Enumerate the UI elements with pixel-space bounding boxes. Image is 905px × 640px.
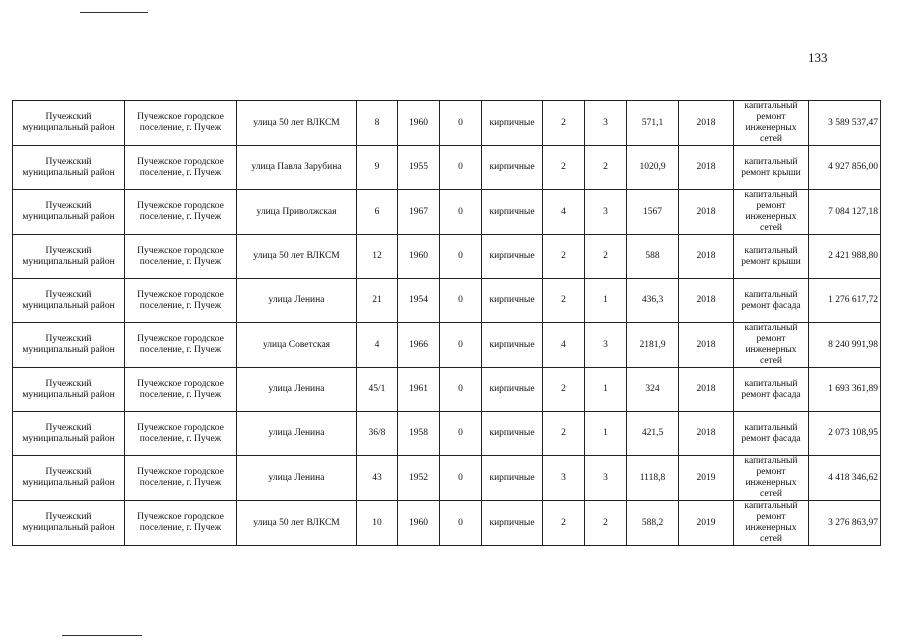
area-cell: 436,3 (627, 279, 679, 323)
house-number-cell: 21 (357, 279, 398, 323)
house-number-cell: 43 (357, 456, 398, 501)
wall-material-cell: кирпичные (482, 456, 543, 501)
district-cell: Пучежский муниципальный район (13, 190, 125, 235)
zero-cell: 0 (440, 190, 482, 235)
street-cell: улица Ленина (237, 279, 357, 323)
zero-cell: 0 (440, 368, 482, 412)
area-cell: 324 (627, 368, 679, 412)
street-cell: улица Ленина (237, 412, 357, 456)
floors-cell: 4 (543, 190, 585, 235)
cost-cell: 2 421 988,80 (809, 235, 881, 279)
plan-year-cell: 2018 (679, 279, 734, 323)
floors-cell: 2 (543, 412, 585, 456)
street-cell: улица Павла Зарубина (237, 146, 357, 190)
district-cell: Пучежский муниципальный район (13, 101, 125, 146)
table-row (13, 190, 881, 235)
street-cell: улица Советская (237, 323, 357, 368)
build-year-cell: 1955 (398, 146, 440, 190)
area-cell: 571,1 (627, 101, 679, 146)
work-type-cell: капитальный ремонт фасада (734, 412, 809, 456)
district-cell: Пучежский муниципальный район (13, 323, 125, 368)
plan-year-cell: 2018 (679, 101, 734, 146)
wall-material-cell: кирпичные (482, 368, 543, 412)
build-year-cell: 1954 (398, 279, 440, 323)
street-cell: улица Приволжская (237, 190, 357, 235)
cost-cell: 8 240 991,98 (809, 323, 881, 368)
area-cell: 1020,9 (627, 146, 679, 190)
top-rule (80, 12, 148, 13)
area-cell: 588,2 (627, 501, 679, 546)
floors-cell: 2 (543, 501, 585, 546)
area-cell: 2181,9 (627, 323, 679, 368)
cost-cell: 4 418 346,62 (809, 456, 881, 501)
entrances-cell: 2 (585, 146, 627, 190)
work-type-cell: капитальный ремонт инженерных сетей (734, 501, 809, 546)
build-year-cell: 1958 (398, 412, 440, 456)
entrances-cell: 3 (585, 456, 627, 501)
cost-cell: 3 276 863,97 (809, 501, 881, 546)
wall-material-cell: кирпичные (482, 101, 543, 146)
cost-cell: 7 084 127,18 (809, 190, 881, 235)
zero-cell: 0 (440, 101, 482, 146)
plan-year-cell: 2018 (679, 235, 734, 279)
entrances-cell: 3 (585, 323, 627, 368)
entrances-cell: 1 (585, 412, 627, 456)
work-type-cell: капитальный ремонт инженерных сетей (734, 323, 809, 368)
plan-year-cell: 2018 (679, 190, 734, 235)
wall-material-cell: кирпичные (482, 501, 543, 546)
plan-year-cell: 2018 (679, 323, 734, 368)
plan-year-cell: 2018 (679, 368, 734, 412)
area-cell: 1567 (627, 190, 679, 235)
wall-material-cell: кирпичные (482, 412, 543, 456)
settlement-cell: Пучежское городское поселение, г. Пучеж (125, 456, 237, 501)
district-cell: Пучежский муниципальный район (13, 279, 125, 323)
entrances-cell: 2 (585, 501, 627, 546)
work-type-cell: капитальный ремонт инженерных сетей (734, 101, 809, 146)
cost-cell: 3 589 537,47 (809, 101, 881, 146)
floors-cell: 2 (543, 101, 585, 146)
house-number-cell: 36/8 (357, 412, 398, 456)
zero-cell: 0 (440, 279, 482, 323)
table-row (13, 146, 881, 190)
work-type-cell: капитальный ремонт крыши (734, 235, 809, 279)
house-number-cell: 4 (357, 323, 398, 368)
floors-cell: 2 (543, 235, 585, 279)
bottom-rule (62, 635, 142, 636)
street-cell: улица 50 лет ВЛКСМ (237, 101, 357, 146)
table-row (13, 501, 881, 546)
settlement-cell: Пучежское городское поселение, г. Пучеж (125, 146, 237, 190)
wall-material-cell: кирпичные (482, 235, 543, 279)
floors-cell: 2 (543, 146, 585, 190)
zero-cell: 0 (440, 235, 482, 279)
area-cell: 1118,8 (627, 456, 679, 501)
work-type-cell: капитальный ремонт фасада (734, 279, 809, 323)
entrances-cell: 2 (585, 235, 627, 279)
settlement-cell: Пучежское городское поселение, г. Пучеж (125, 501, 237, 546)
cost-cell: 4 927 856,00 (809, 146, 881, 190)
table-row (13, 368, 881, 412)
settlement-cell: Пучежское городское поселение, г. Пучеж (125, 279, 237, 323)
area-cell: 421,5 (627, 412, 679, 456)
build-year-cell: 1966 (398, 323, 440, 368)
page-number: 133 (808, 50, 828, 65)
table-row (13, 323, 881, 368)
entrances-cell: 3 (585, 101, 627, 146)
plan-year-cell: 2019 (679, 456, 734, 501)
entrances-cell: 1 (585, 368, 627, 412)
zero-cell: 0 (440, 146, 482, 190)
house-number-cell: 6 (357, 190, 398, 235)
settlement-cell: Пучежское городское поселение, г. Пучеж (125, 235, 237, 279)
zero-cell: 0 (440, 412, 482, 456)
district-cell: Пучежский муниципальный район (13, 146, 125, 190)
plan-year-cell: 2018 (679, 146, 734, 190)
plan-year-cell: 2019 (679, 501, 734, 546)
district-cell: Пучежский муниципальный район (13, 368, 125, 412)
street-cell: улица 50 лет ВЛКСМ (237, 501, 357, 546)
street-cell: улица Ленина (237, 368, 357, 412)
house-number-cell: 10 (357, 501, 398, 546)
house-number-cell: 45/1 (357, 368, 398, 412)
floors-cell: 2 (543, 368, 585, 412)
house-number-cell: 8 (357, 101, 398, 146)
plan-year-cell: 2018 (679, 412, 734, 456)
entrances-cell: 1 (585, 279, 627, 323)
cost-cell: 1 276 617,72 (809, 279, 881, 323)
work-type-cell: капитальный ремонт инженерных сетей (734, 190, 809, 235)
floors-cell: 2 (543, 279, 585, 323)
area-cell: 588 (627, 235, 679, 279)
zero-cell: 0 (440, 501, 482, 546)
build-year-cell: 1960 (398, 501, 440, 546)
zero-cell: 0 (440, 456, 482, 501)
table-row (13, 279, 881, 323)
build-year-cell: 1967 (398, 190, 440, 235)
table-row (13, 101, 881, 146)
settlement-cell: Пучежское городское поселение, г. Пучеж (125, 412, 237, 456)
settlement-cell: Пучежское городское поселение, г. Пучеж (125, 323, 237, 368)
work-type-cell: капитальный ремонт фасада (734, 368, 809, 412)
entrances-cell: 3 (585, 190, 627, 235)
work-type-cell: капитальный ремонт инженерных сетей (734, 456, 809, 501)
wall-material-cell: кирпичные (482, 279, 543, 323)
settlement-cell: Пучежское городское поселение, г. Пучеж (125, 368, 237, 412)
district-cell: Пучежский муниципальный район (13, 456, 125, 501)
district-cell: Пучежский муниципальный район (13, 412, 125, 456)
build-year-cell: 1952 (398, 456, 440, 501)
work-type-cell: капитальный ремонт крыши (734, 146, 809, 190)
settlement-cell: Пучежское городское поселение, г. Пучеж (125, 190, 237, 235)
zero-cell: 0 (440, 323, 482, 368)
floors-cell: 3 (543, 456, 585, 501)
floors-cell: 4 (543, 323, 585, 368)
wall-material-cell: кирпичные (482, 323, 543, 368)
build-year-cell: 1960 (398, 101, 440, 146)
build-year-cell: 1961 (398, 368, 440, 412)
wall-material-cell: кирпичные (482, 146, 543, 190)
table-row (13, 235, 881, 279)
house-number-cell: 9 (357, 146, 398, 190)
house-number-cell: 12 (357, 235, 398, 279)
district-cell: Пучежский муниципальный район (13, 235, 125, 279)
build-year-cell: 1960 (398, 235, 440, 279)
settlement-cell: Пучежское городское поселение, г. Пучеж (125, 101, 237, 146)
table-row (13, 456, 881, 501)
wall-material-cell: кирпичные (482, 190, 543, 235)
housing-repair-table (12, 100, 881, 546)
street-cell: улица Ленина (237, 456, 357, 501)
street-cell: улица 50 лет ВЛКСМ (237, 235, 357, 279)
cost-cell: 2 073 108,95 (809, 412, 881, 456)
table-row (13, 412, 881, 456)
district-cell: Пучежский муниципальный район (13, 501, 125, 546)
cost-cell: 1 693 361,89 (809, 368, 881, 412)
